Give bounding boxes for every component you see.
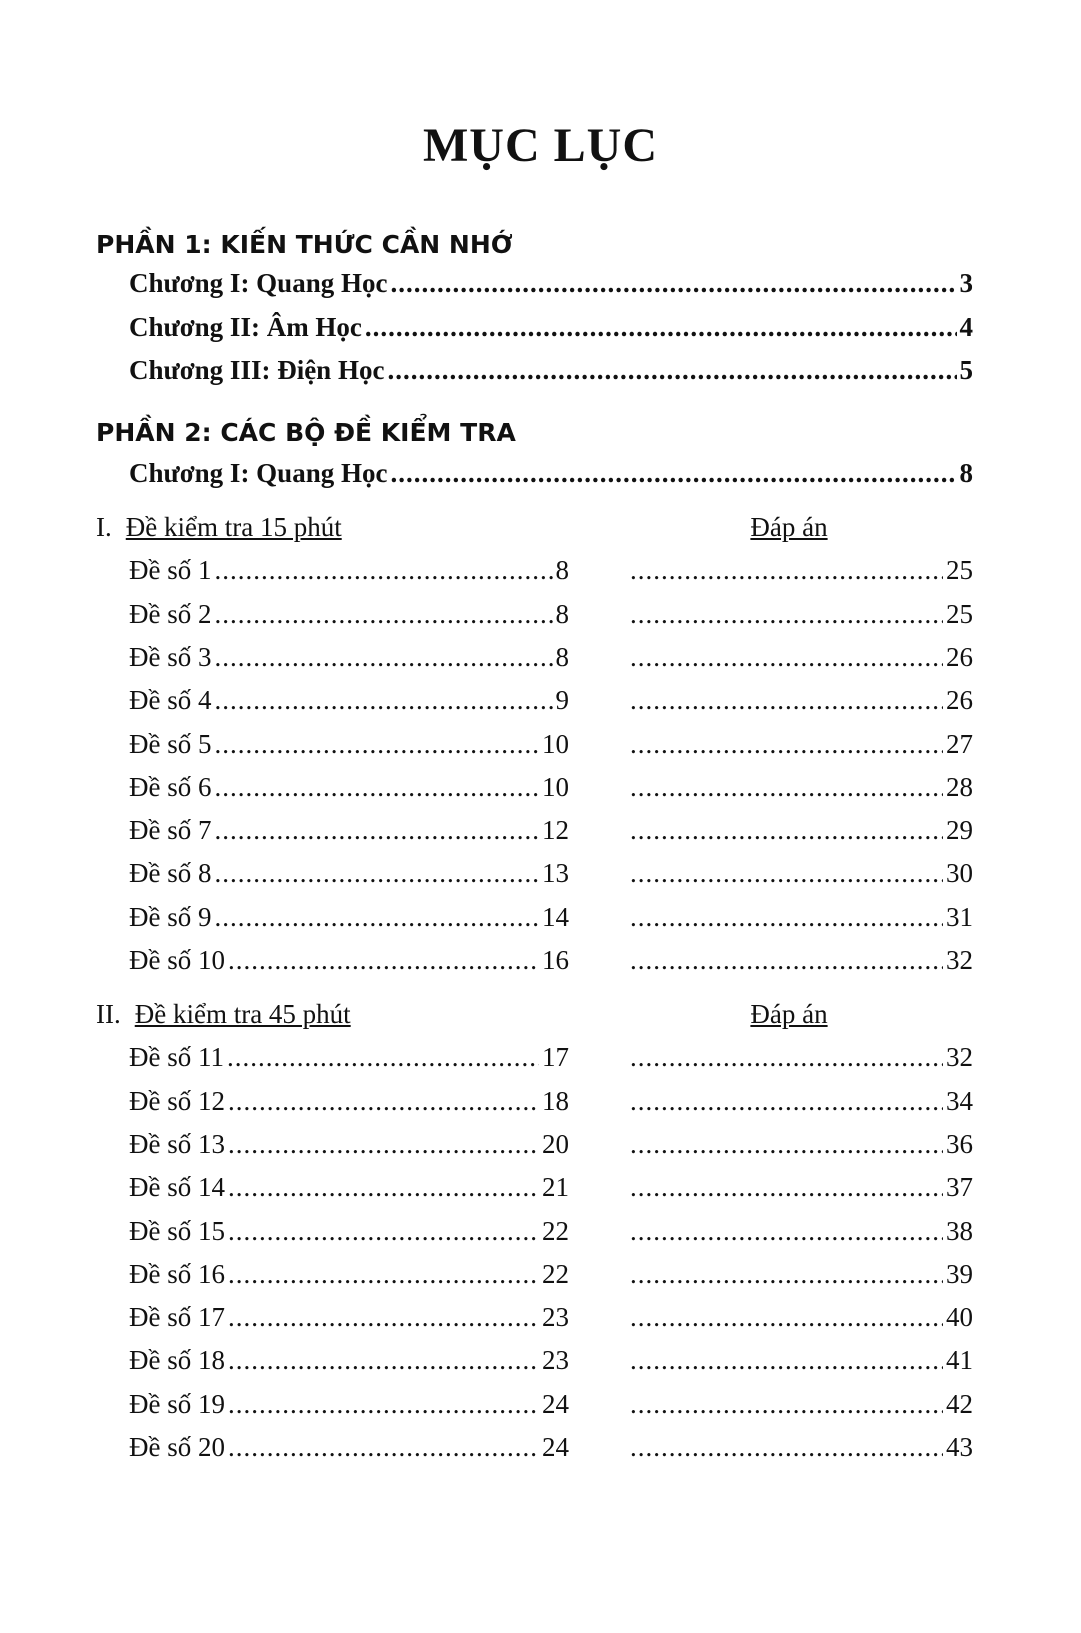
dot-leader: [228, 945, 539, 976]
test-entry[interactable]: [129, 1086, 569, 1117]
answer-entry[interactable]: [627, 1302, 973, 1333]
test-entry-page: 23: [542, 1345, 569, 1376]
test-entry[interactable]: [129, 599, 569, 630]
test-entry[interactable]: [129, 815, 569, 846]
test-entry-page: 13: [542, 858, 569, 889]
answer-entry-page: 39: [946, 1258, 973, 1289]
test-entry-page: 17: [542, 1042, 569, 1073]
test-entry-label: Đề số 12: [129, 1085, 225, 1116]
dot-leader: [390, 268, 956, 299]
test-entry-label: Đề số 17: [129, 1302, 225, 1333]
dot-leader: [630, 642, 943, 673]
dot-leader: [228, 1259, 539, 1290]
answer-entry-page: 40: [946, 1302, 973, 1333]
dot-leader: [227, 1042, 539, 1073]
test-entry-page: 20: [542, 1128, 569, 1159]
answer-entry-page: 30: [946, 858, 973, 889]
toc-chapter-label: Chương I: Quang Học: [129, 268, 388, 298]
dot-leader: [215, 858, 540, 889]
answer-entry[interactable]: [627, 685, 973, 716]
test-entry-label: Đề số 16: [129, 1258, 225, 1289]
dot-leader: [228, 1172, 539, 1203]
test-entry-label: Đề số 11: [129, 1042, 224, 1073]
test-entry[interactable]: [129, 1172, 569, 1203]
answer-heading: Đáp án: [750, 512, 828, 542]
answer-entry[interactable]: [627, 729, 973, 760]
answer-entry-page: 25: [946, 598, 973, 629]
test-entry[interactable]: [129, 1259, 569, 1290]
dot-leader: [215, 642, 553, 673]
test-entry-page: 10: [542, 728, 569, 759]
toc-chapter-label: Chương II: Âm Học: [129, 311, 362, 342]
dot-leader: [630, 555, 943, 586]
dot-leader: [630, 945, 943, 976]
toc-chapter-label: Chương I: Quang Học: [129, 458, 388, 488]
dot-leader: [630, 1216, 943, 1247]
answer-entry[interactable]: [627, 815, 973, 846]
test-entry-page: 24: [542, 1388, 569, 1419]
dot-leader: [630, 902, 943, 933]
dot-leader: [630, 599, 943, 630]
part1-heading: PHẦN 1: KIẾN THỨC CẦN NHỚ: [96, 230, 513, 259]
test-entry[interactable]: [129, 685, 569, 716]
test-entry[interactable]: [129, 1432, 569, 1463]
test-entry[interactable]: [129, 772, 569, 803]
toc-chapter[interactable]: [129, 355, 973, 386]
dot-leader: [215, 772, 540, 803]
answer-entry[interactable]: [627, 858, 973, 889]
dot-leader: [630, 1345, 943, 1376]
page-title: MỤC LỤC: [423, 119, 658, 172]
answer-entry-page: 32: [946, 945, 973, 975]
test-entry-label: Đề số 3: [129, 641, 212, 672]
answer-heading: Đáp án: [750, 999, 828, 1029]
dot-leader: [365, 312, 957, 343]
toc-chapter-page: 8: [959, 458, 973, 488]
section-title[interactable]: Đề kiểm tra 45 phút: [134, 999, 351, 1029]
answer-entry[interactable]: [627, 1042, 973, 1073]
test-entry[interactable]: [129, 642, 569, 673]
dot-leader: [228, 1345, 539, 1376]
test-entry[interactable]: [129, 902, 569, 933]
dot-leader: [630, 1259, 943, 1290]
test-entry[interactable]: [129, 1345, 569, 1376]
test-entry-label: Đề số 5: [129, 728, 212, 759]
test-entry-label: Đề số 18: [129, 1345, 225, 1376]
test-entry-page: 10: [542, 771, 569, 802]
answer-entry[interactable]: [627, 555, 973, 586]
toc-chapter-label: Chương III: Điện Học: [129, 355, 385, 385]
test-entry-page: 8: [555, 598, 569, 629]
answer-entry[interactable]: [627, 1216, 973, 1247]
dot-leader: [630, 1389, 943, 1420]
answer-entry[interactable]: [627, 1259, 973, 1290]
dot-leader: [630, 729, 943, 760]
answer-entry[interactable]: [627, 945, 973, 976]
test-entry-page: 8: [555, 641, 569, 672]
test-entry-label: Đề số 20: [129, 1432, 225, 1462]
test-entry[interactable]: [129, 1389, 569, 1420]
test-entry-page: 8: [555, 555, 569, 586]
test-entry-label: Đề số 2: [129, 598, 212, 629]
test-entry-label: Đề số 14: [129, 1172, 225, 1203]
toc-chapter[interactable]: [129, 312, 973, 343]
dot-leader: [215, 729, 540, 760]
test-entry[interactable]: [129, 555, 569, 586]
answer-entry-page: 37: [946, 1172, 973, 1203]
dot-leader: [630, 1086, 943, 1117]
answer-entry-page: 25: [946, 555, 973, 586]
answer-entry[interactable]: [627, 599, 973, 630]
dot-leader: [215, 685, 553, 716]
answer-entry[interactable]: [627, 1432, 973, 1463]
test-entry-page: 21: [542, 1172, 569, 1203]
answer-entry-page: 28: [946, 771, 973, 802]
dot-leader: [228, 1302, 539, 1333]
test-entry[interactable]: [129, 1216, 569, 1247]
toc-chapter-page: 3: [959, 268, 973, 298]
answer-entry-page: 38: [946, 1215, 973, 1246]
dot-leader: [630, 1042, 943, 1073]
toc-chapter[interactable]: [129, 268, 973, 299]
dot-leader: [387, 355, 956, 386]
answer-entry[interactable]: [627, 1389, 973, 1420]
dot-leader: [215, 599, 553, 630]
dot-leader: [390, 458, 956, 489]
answer-entry-page: 31: [946, 901, 973, 932]
section-numeral: I.: [96, 512, 112, 542]
dot-leader: [630, 1432, 943, 1463]
answer-entry-page: 42: [946, 1388, 973, 1419]
test-entry-page: 14: [542, 901, 569, 932]
dot-leader: [228, 1129, 539, 1160]
dot-leader: [630, 858, 943, 889]
dot-leader: [630, 685, 943, 716]
part2-heading: PHẦN 2: CÁC BỘ ĐỀ KIỂM TRA: [96, 418, 516, 447]
dot-leader: [630, 1302, 943, 1333]
test-entry-page: 23: [542, 1302, 569, 1333]
test-entry-page: 12: [542, 815, 569, 846]
toc-chapter-page: 4: [959, 311, 973, 342]
section-title[interactable]: Đề kiểm tra 15 phút: [125, 512, 342, 542]
test-entry-page: 22: [542, 1215, 569, 1246]
test-entry-label: Đề số 7: [129, 815, 212, 846]
dot-leader: [228, 1389, 539, 1420]
test-entry[interactable]: [129, 1129, 569, 1160]
toc-chapter-page: 5: [959, 355, 973, 385]
answer-entry-page: 36: [946, 1128, 973, 1159]
answer-entry[interactable]: [627, 1086, 973, 1117]
test-entry-label: Đề số 19: [129, 1388, 225, 1419]
test-entry[interactable]: [129, 1042, 569, 1073]
answer-entry-page: 26: [946, 641, 973, 672]
dot-leader: [630, 1129, 943, 1160]
test-entry-page: 16: [542, 945, 569, 975]
answer-entry-page: 43: [946, 1432, 973, 1462]
answer-entry[interactable]: [627, 772, 973, 803]
dot-leader: [630, 815, 943, 846]
answer-entry-page: 34: [946, 1085, 973, 1116]
dot-leader: [215, 902, 540, 933]
test-entry-label: Đề số 6: [129, 771, 212, 802]
test-entry-page: 22: [542, 1258, 569, 1289]
test-entry-page: 9: [555, 685, 569, 716]
answer-entry-page: 26: [946, 685, 973, 716]
dot-leader: [630, 1172, 943, 1203]
dot-leader: [630, 772, 943, 803]
test-entry-label: Đề số 13: [129, 1128, 225, 1159]
test-entry-label: Đề số 1: [129, 555, 212, 586]
dot-leader: [215, 555, 553, 586]
test-entry[interactable]: [129, 945, 569, 976]
answer-entry[interactable]: [627, 902, 973, 933]
answer-entry-page: 29: [946, 815, 973, 846]
dot-leader: [228, 1432, 539, 1463]
answer-entry-page: 27: [946, 728, 973, 759]
test-entry-label: Đề số 9: [129, 901, 212, 932]
section-heading: [96, 512, 342, 543]
test-entry[interactable]: [129, 1302, 569, 1333]
test-entry-label: Đề số 8: [129, 858, 212, 889]
answer-entry-page: 41: [946, 1345, 973, 1376]
test-entry-label: Đề số 15: [129, 1215, 225, 1246]
toc-chapter[interactable]: [129, 458, 973, 489]
answer-entry[interactable]: [627, 642, 973, 673]
test-entry-page: 24: [542, 1432, 569, 1462]
test-entry[interactable]: [129, 729, 569, 760]
answer-entry[interactable]: [627, 1345, 973, 1376]
dot-leader: [228, 1216, 539, 1247]
answer-entry-page: 32: [946, 1042, 973, 1073]
test-entry-page: 18: [542, 1085, 569, 1116]
section-numeral: II.: [96, 999, 121, 1029]
test-entry[interactable]: [129, 858, 569, 889]
test-entry-label: Đề số 4: [129, 685, 212, 716]
dot-leader: [228, 1086, 539, 1117]
answer-entry[interactable]: [627, 1172, 973, 1203]
dot-leader: [215, 815, 540, 846]
test-entry-label: Đề số 10: [129, 945, 225, 975]
section-heading: [96, 999, 351, 1030]
answer-entry[interactable]: [627, 1129, 973, 1160]
